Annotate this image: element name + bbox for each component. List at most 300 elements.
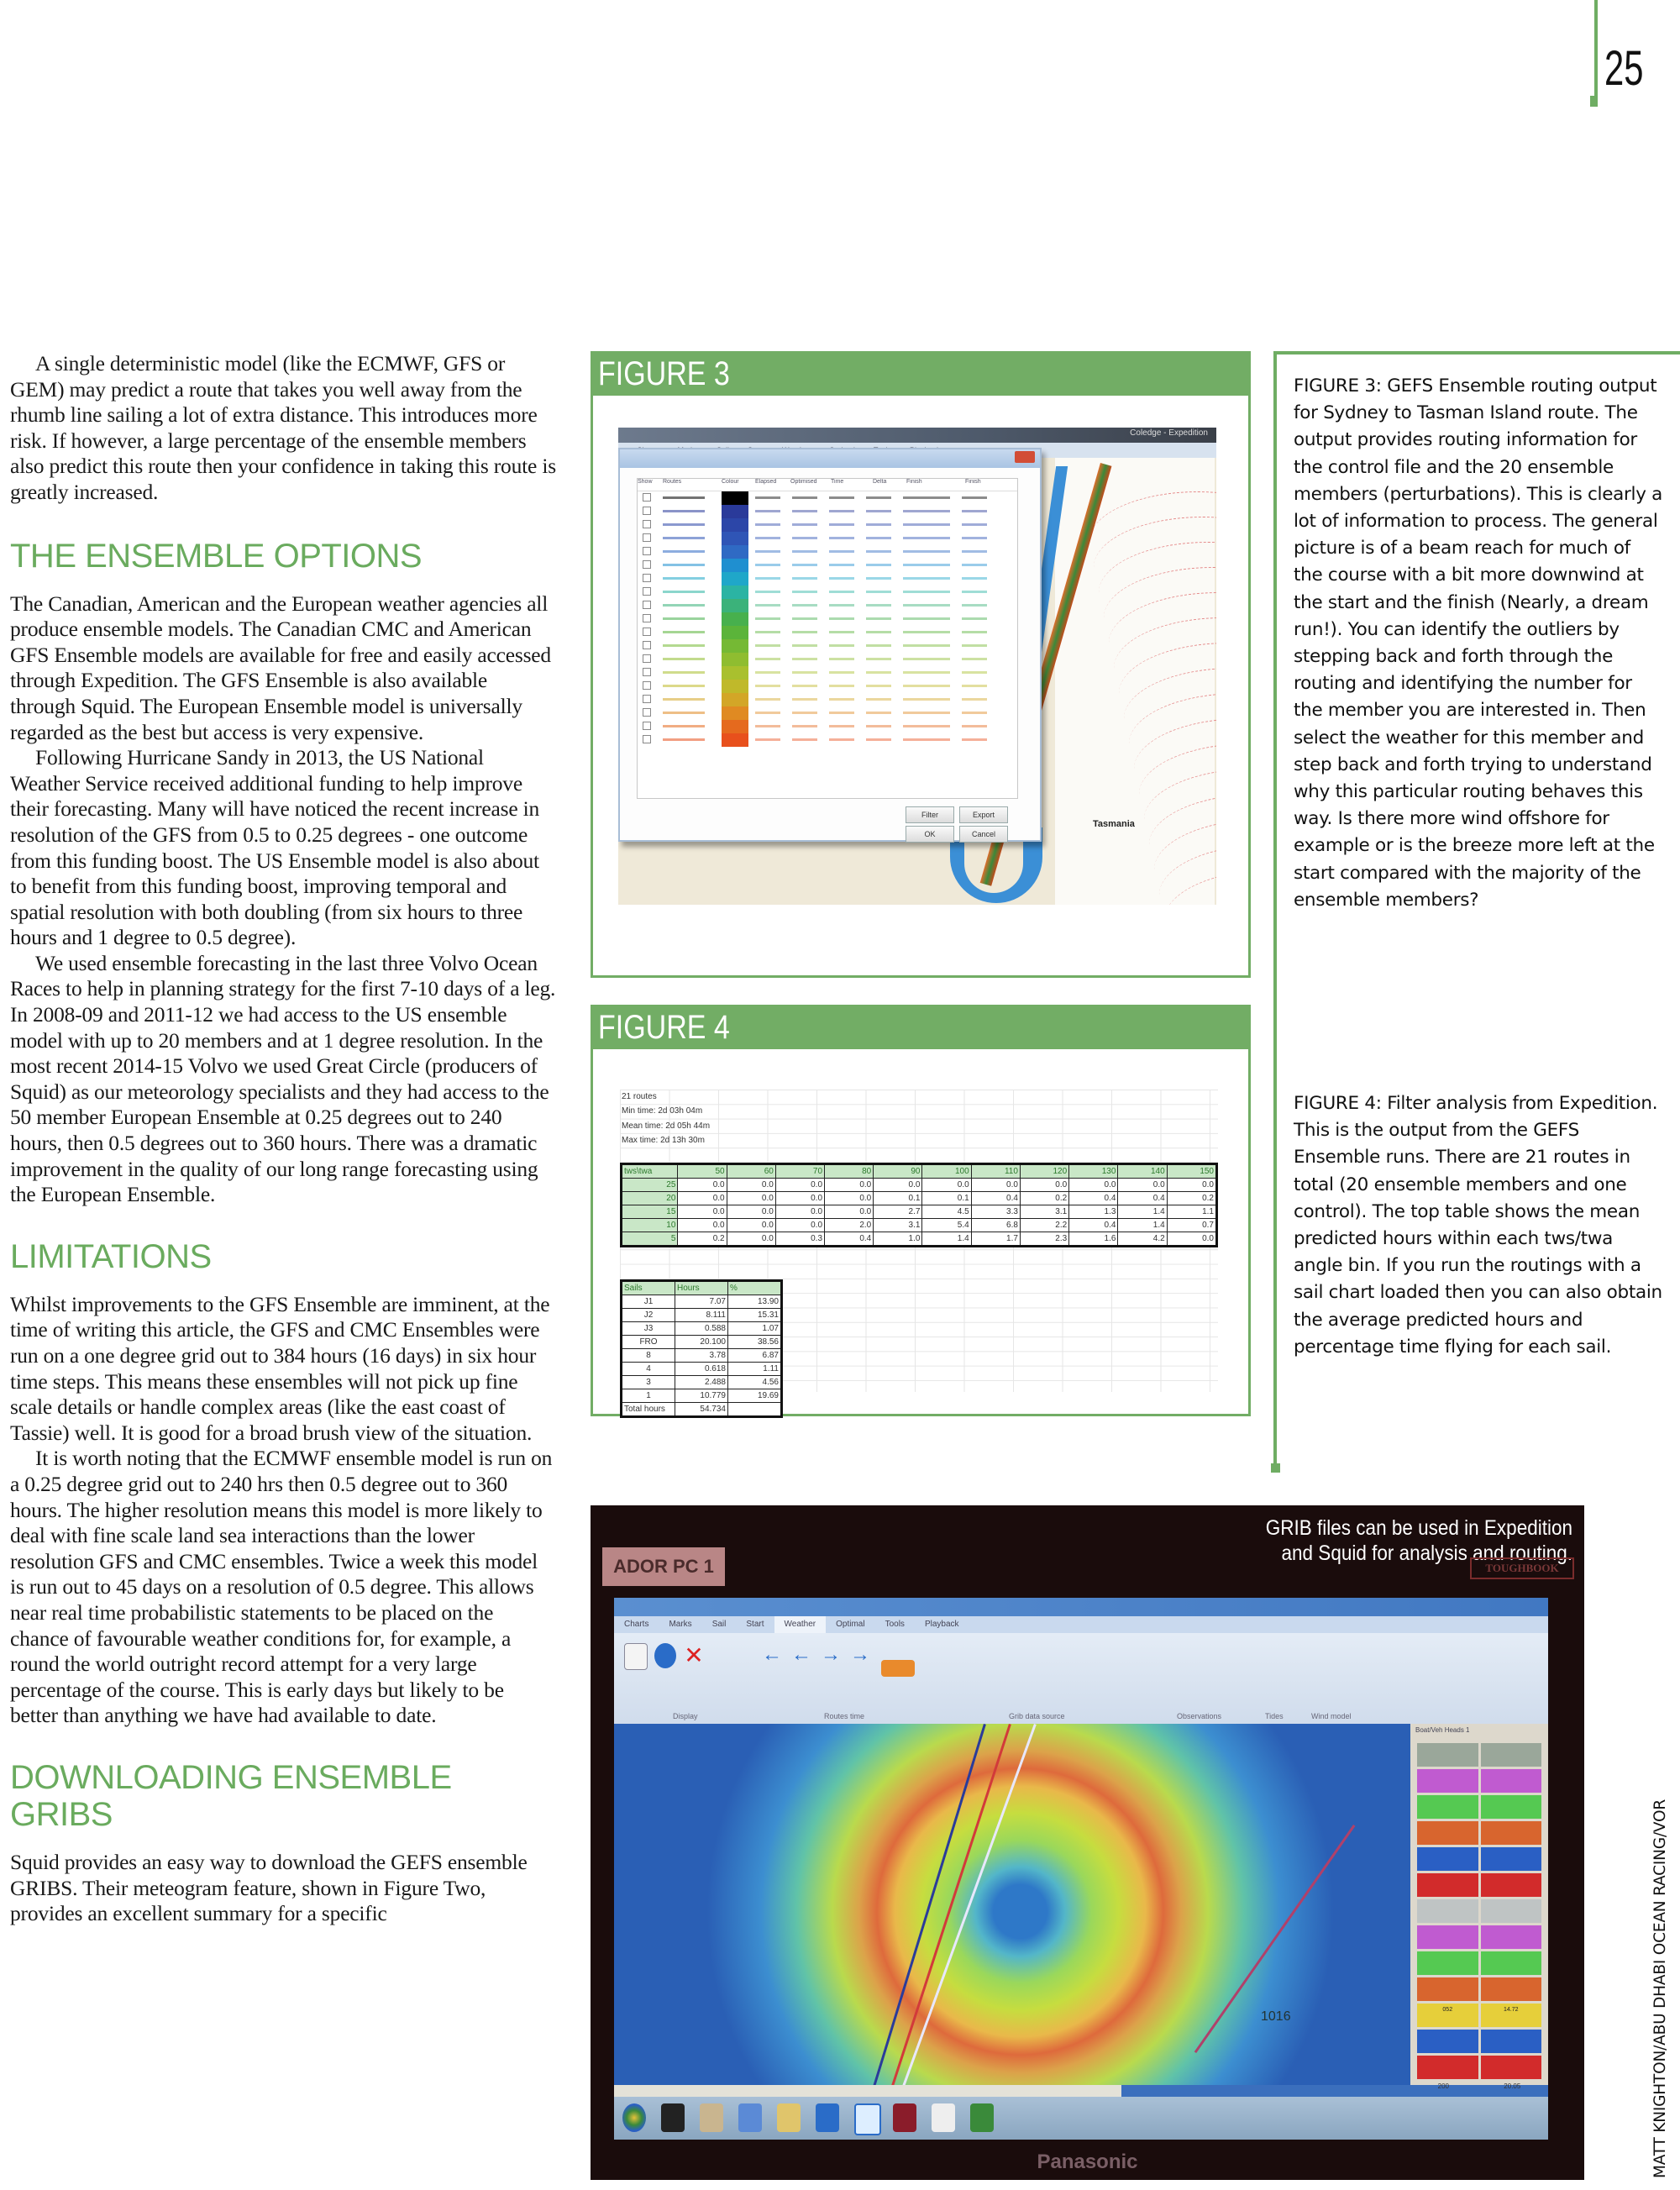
summary-line: Min time: 2d 03h 04m [622, 1106, 703, 1116]
table-row [622, 1389, 782, 1403]
table-row [622, 1403, 782, 1417]
route-cell [962, 518, 999, 532]
ribbon-group-label: Grib data source [1009, 1712, 1065, 1720]
summary-line: 21 routes [622, 1092, 657, 1101]
route-color-swatch[interactable] [722, 572, 748, 586]
route-cell [792, 518, 829, 532]
hours-cell: 0.0 [775, 1179, 824, 1192]
hours-cell: 0.2 [1167, 1192, 1216, 1205]
boat-cell [1481, 1951, 1542, 1975]
route-cell [755, 612, 792, 626]
summary-line: Mean time: 2d 05h 44m [622, 1121, 711, 1131]
route-name [663, 626, 722, 639]
hours-cell: 2.2 [1020, 1219, 1068, 1232]
sail-name: J3 [622, 1322, 675, 1336]
export-button[interactable]: Export [959, 806, 1008, 823]
boat-row[interactable] [1417, 1951, 1541, 1975]
show-checkbox[interactable] [638, 666, 663, 680]
boat-row[interactable] [1417, 2004, 1541, 2027]
route-color-swatch[interactable] [722, 599, 748, 612]
hours-cell: 0.4 [1069, 1219, 1118, 1232]
route-color-swatch[interactable] [722, 612, 748, 626]
route-row[interactable] [638, 666, 1017, 680]
ribbon-tab[interactable]: Charts [624, 1620, 649, 1629]
route-cell [755, 666, 792, 680]
route-cell [962, 545, 999, 559]
summary-line: Max time: 2d 13h 30m [622, 1135, 705, 1145]
route-row[interactable] [638, 505, 1017, 518]
route-line [885, 1724, 1011, 2108]
boat-cell [1481, 1925, 1542, 1949]
route-color-swatch[interactable] [722, 680, 748, 693]
hours-cell: 5.4 [922, 1219, 971, 1232]
taskbar-app-icon[interactable] [932, 2103, 955, 2132]
column-header[interactable]: Show [638, 479, 653, 485]
route-cell [866, 518, 903, 532]
taskbar-app-icon[interactable] [738, 2103, 762, 2132]
route-row[interactable] [638, 680, 1017, 693]
route-cell [962, 706, 999, 720]
hours-cell: 0.0 [874, 1179, 922, 1192]
column-header[interactable]: Elapsed [755, 479, 777, 485]
sail-hours-table [620, 1279, 783, 1418]
now-button[interactable] [881, 1660, 915, 1677]
boat-row[interactable] [1417, 1743, 1541, 1767]
route-cell [829, 545, 866, 559]
route-cell [866, 639, 903, 653]
route-color-swatch[interactable] [722, 720, 748, 733]
hours-cell: 1.4 [922, 1232, 971, 1247]
ribbon-group-label: Tides [1265, 1712, 1284, 1720]
boat-cell [1417, 1821, 1478, 1845]
column-header[interactable]: Delta [873, 479, 887, 485]
hours-cell: 2.7 [874, 1205, 922, 1219]
route-cell [792, 505, 829, 518]
hours-cell: 0.3 [775, 1232, 824, 1247]
show-checkbox[interactable] [638, 680, 663, 693]
route-cell [866, 653, 903, 666]
sail-hours: 20.100 [675, 1336, 728, 1349]
route-cell [829, 626, 866, 639]
hours-cell: 0.0 [825, 1192, 874, 1205]
route-cell [962, 491, 999, 505]
route-row[interactable] [638, 559, 1017, 572]
hours-cell: 0.0 [1020, 1179, 1068, 1192]
figure-4-caption: FIGURE 4: Filter analysis from Expedition. This is the output from the GEFS Ensemble runs. There are 21 routes in total (20 ensemble members and one control). The top table shows the mean predicted hours within each tws/twa angle bin. If you run the routings with a sail chart loaded then you can also obtain the average predicted hours and percentage time flying for each sail. [1294, 1093, 1662, 1358]
sail-name: FRO [622, 1336, 675, 1349]
show-checkbox[interactable] [638, 586, 663, 599]
route-row[interactable] [638, 518, 1017, 532]
route-cell [755, 518, 792, 532]
route-cell [962, 532, 999, 545]
sail-percent: 1.11 [728, 1363, 782, 1376]
photo-credit: MATT KNIGHTON/ABU DHABI OCEAN RACING/VOR [1651, 1799, 1669, 2178]
boat-cell [1417, 1873, 1478, 1897]
route-cell [829, 639, 866, 653]
route-row[interactable] [638, 586, 1017, 599]
arrow-left-icon[interactable]: ← [762, 1643, 782, 1666]
page-number-rule [1594, 0, 1598, 101]
show-checkbox[interactable] [638, 612, 663, 626]
route-cell [903, 599, 962, 612]
route-color-swatch[interactable] [722, 559, 748, 572]
route-cell [866, 491, 903, 505]
column-header[interactable]: Finish [965, 479, 981, 485]
sail-percent: 1.07 [728, 1322, 782, 1336]
boat-row[interactable] [1417, 1977, 1541, 2001]
taskbar-app-icon[interactable] [854, 2103, 881, 2135]
route-cell [755, 653, 792, 666]
show-checkbox[interactable] [638, 733, 663, 747]
twa-header: 130 [1069, 1164, 1118, 1179]
boat-cell [1417, 1769, 1478, 1793]
photo-caption: GRIB files can be used in Expedition and Squid for analysis and routing. [1265, 1516, 1572, 1565]
figure-3-screenshot [618, 428, 1216, 905]
arrow-right-icon[interactable]: → [821, 1643, 841, 1666]
sail-name: 1 [622, 1389, 675, 1403]
sail-hours: 54.734 [675, 1403, 728, 1417]
route-cell [829, 532, 866, 545]
route-cell [792, 733, 829, 747]
taskbar-app-icon[interactable] [777, 2103, 801, 2132]
table-row [622, 1349, 782, 1363]
column-header[interactable]: Routes [663, 479, 682, 485]
sail-name: Total hours [622, 1403, 675, 1417]
taskbar-app-icon[interactable] [970, 2103, 994, 2132]
boat-cell [1481, 1899, 1542, 1923]
route-cell [866, 626, 903, 639]
info-icon[interactable] [654, 1643, 676, 1668]
route-cell [755, 545, 792, 559]
hours-cell: 3.1 [874, 1219, 922, 1232]
arrow-right-icon[interactable]: → [850, 1643, 870, 1666]
show-checkbox[interactable] [638, 545, 663, 559]
corner-cell: tws\twa [622, 1164, 678, 1179]
ribbon-group-label: Routes time [824, 1712, 865, 1720]
ribbon-tab[interactable]: Optimal [836, 1620, 865, 1629]
hours-cell: 0.0 [678, 1219, 727, 1232]
arrow-left-icon[interactable]: ← [791, 1643, 811, 1666]
hours-cell: 0.0 [971, 1179, 1020, 1192]
tws-twa-hours-table [620, 1163, 1218, 1247]
caption-rule-top [1273, 351, 1680, 354]
route-cell [962, 720, 999, 733]
route-row[interactable] [638, 693, 1017, 706]
route-row[interactable] [638, 612, 1017, 626]
taskbar-app-icon[interactable] [661, 2103, 685, 2132]
route-cell [829, 666, 866, 680]
column-header[interactable]: Finish [906, 479, 922, 485]
route-cell [755, 639, 792, 653]
route-row[interactable] [638, 639, 1017, 653]
route-name [663, 653, 722, 666]
route-cell [962, 599, 999, 612]
route-cell [829, 680, 866, 693]
show-checkbox[interactable] [638, 491, 663, 505]
hours-cell: 1.4 [1118, 1205, 1167, 1219]
route-cell [829, 572, 866, 586]
panel-footer: 200 20.05 [1437, 2082, 1521, 2090]
filter-button[interactable]: Filter [906, 806, 954, 823]
route-cell [962, 586, 999, 599]
hours-cell: 0.0 [678, 1179, 727, 1192]
route-cell [903, 720, 962, 733]
ribbon-group-label: Wind model [1311, 1712, 1352, 1720]
route-cell [962, 680, 999, 693]
boat-row[interactable] [1417, 1769, 1541, 1793]
figure-4-header: FIGURE 4 [593, 1007, 1248, 1049]
hours-cell: 0.0 [727, 1219, 775, 1232]
route-cell [962, 666, 999, 680]
hours-cell: 0.2 [678, 1232, 727, 1247]
hours-cell: 0.0 [922, 1179, 971, 1192]
column-header: Sails [622, 1281, 675, 1295]
show-checkbox[interactable] [638, 518, 663, 532]
route-cell [903, 706, 962, 720]
ribbon-tabs [614, 1616, 1548, 1633]
route-cell [755, 693, 792, 706]
ok-button[interactable]: OK [906, 826, 954, 843]
route-cell [866, 599, 903, 612]
article-column [10, 351, 556, 1927]
twa-header: 110 [971, 1164, 1020, 1179]
route-cell [829, 693, 866, 706]
hours-cell: 0.0 [775, 1219, 824, 1232]
route-cell [792, 491, 829, 505]
paragraph: Following Hurricane Sandy in 2013, the US National Weather Service received additional funding to help improve their forecasting. Many will have noticed the recent increase in resolution of the GFS from 0.5 to 0.25 degrees - one outcome from this funding boost. The US Ensemble model is also about to benefit from this funding boost, improving temporal and spatial resolution with both doubling (from six hours to three hours and 1 degree to 0.5 degree). [10, 745, 540, 950]
route-cell [866, 733, 903, 747]
routes-table [637, 478, 1018, 799]
show-checkbox[interactable] [638, 626, 663, 639]
route-cell [866, 666, 903, 680]
show-checkbox[interactable] [638, 505, 663, 518]
ribbon-group-label: Display [673, 1712, 698, 1720]
route-cell [903, 612, 962, 626]
column-header[interactable]: Colour [722, 479, 739, 485]
route-name [663, 680, 722, 693]
column-header[interactable]: Optimised [790, 479, 817, 485]
taskbar-app-icon[interactable] [700, 2103, 723, 2132]
route-cell [829, 720, 866, 733]
route-cell [755, 532, 792, 545]
route-cell [903, 491, 962, 505]
toughbook-logo: TOUGHBOOK [1470, 1557, 1574, 1579]
route-color-swatch[interactable] [722, 626, 748, 639]
boat-row[interactable] [1417, 1795, 1541, 1819]
boat-cell [1417, 2056, 1478, 2079]
ribbon-tab[interactable]: Playback [924, 1620, 959, 1629]
route-row[interactable] [638, 545, 1017, 559]
show-checkbox[interactable] [638, 599, 663, 612]
show-checkbox[interactable] [638, 693, 663, 706]
show-checkbox[interactable] [638, 639, 663, 653]
hours-cell: 1.4 [1118, 1219, 1167, 1232]
sail-name: J2 [622, 1309, 675, 1322]
boat-cell [1417, 1951, 1478, 1975]
route-cell [755, 505, 792, 518]
hours-cell: 1.0 [874, 1232, 922, 1247]
route-color-swatch[interactable] [722, 491, 748, 505]
route-cell [755, 720, 792, 733]
show-checkbox[interactable] [638, 559, 663, 572]
show-checkbox[interactable] [638, 532, 663, 545]
route-row[interactable] [638, 491, 1017, 505]
hours-cell: 0.1 [922, 1192, 971, 1205]
route-color-swatch[interactable] [722, 706, 748, 720]
boat-row[interactable] [1417, 1899, 1541, 1923]
hours-cell: 0.0 [678, 1192, 727, 1205]
hours-cell: 1.6 [1069, 1232, 1118, 1247]
isobar-label: 1016 [1261, 2009, 1291, 2024]
show-checkbox[interactable] [638, 572, 663, 586]
route-cell [962, 559, 999, 572]
route-name [663, 666, 722, 680]
route-color-swatch[interactable] [722, 653, 748, 666]
route-cell [792, 586, 829, 599]
route-cell [755, 626, 792, 639]
taskbar-app-icon[interactable] [893, 2103, 916, 2132]
ribbon-group-label: Observations [1177, 1712, 1222, 1720]
route-cell [903, 586, 962, 599]
boat-row[interactable] [1417, 1873, 1541, 1897]
hours-cell: 0.0 [727, 1179, 775, 1192]
route-cell [755, 599, 792, 612]
route-color-swatch[interactable] [722, 518, 748, 532]
route-color-swatch[interactable] [722, 532, 748, 545]
route-row[interactable] [638, 599, 1017, 612]
route-name [663, 532, 722, 545]
tws-header: 25 [622, 1179, 678, 1192]
route-row[interactable] [638, 532, 1017, 545]
ribbon-tab[interactable]: Tools [885, 1620, 905, 1629]
caption-column [1273, 351, 1680, 1468]
station-label: ADOR PC 1 [602, 1547, 725, 1586]
caption-rule-cap [1271, 1463, 1280, 1473]
route-row[interactable] [638, 733, 1017, 747]
route-cell [792, 545, 829, 559]
table-row [622, 1232, 1217, 1247]
route-cell [866, 720, 903, 733]
twa-header: 50 [678, 1164, 727, 1179]
route-color-swatch[interactable] [722, 639, 748, 653]
boat-row[interactable] [1417, 1847, 1541, 1871]
tws-header: 15 [622, 1205, 678, 1219]
ribbon-tab[interactable]: Start [746, 1620, 764, 1629]
route-cell [962, 693, 999, 706]
route-cell [792, 639, 829, 653]
hours-cell: 2.3 [1020, 1232, 1068, 1247]
route-row[interactable] [638, 626, 1017, 639]
sail-hours: 10.779 [675, 1389, 728, 1403]
column-header[interactable]: Time [831, 479, 844, 485]
route-cell [792, 572, 829, 586]
twa-header: 100 [922, 1164, 971, 1179]
route-cell [866, 545, 903, 559]
boat-row[interactable] [1417, 2030, 1541, 2053]
section-heading-ensemble-options: THE ENSEMBLE OPTIONS [10, 537, 423, 575]
route-color-swatch[interactable] [722, 545, 748, 559]
table-row [622, 1219, 1217, 1232]
route-color-swatch[interactable] [722, 586, 748, 599]
grib-wind-map[interactable] [614, 1724, 1410, 2085]
hours-cell: 0.0 [727, 1192, 775, 1205]
route-row[interactable] [638, 653, 1017, 666]
route-name [663, 599, 722, 612]
sail-percent: 38.56 [728, 1336, 782, 1349]
route-cell [829, 706, 866, 720]
show-checkbox[interactable] [638, 720, 663, 733]
route-cell [866, 532, 903, 545]
route-row[interactable] [638, 706, 1017, 720]
route-cell [962, 733, 999, 747]
figure-4 [591, 1005, 1251, 1416]
boat-cell [1481, 2056, 1542, 2079]
route-row[interactable] [638, 572, 1017, 586]
route-cell [962, 653, 999, 666]
route-cell [903, 639, 962, 653]
route-name [663, 518, 722, 532]
route-name [663, 491, 722, 505]
close-icon[interactable] [1015, 451, 1035, 463]
boat-row[interactable] [1417, 1925, 1541, 1949]
hours-cell: 0.0 [1167, 1232, 1216, 1247]
hours-cell: 1.3 [1069, 1205, 1118, 1219]
boat-cell [1417, 1795, 1478, 1819]
start-button-icon[interactable] [622, 2103, 646, 2132]
sail-name: 4 [622, 1363, 675, 1376]
route-cell [755, 706, 792, 720]
show-checkbox[interactable] [638, 653, 663, 666]
hours-cell: 0.0 [727, 1205, 775, 1219]
taskbar-app-icon[interactable] [816, 2103, 839, 2132]
cancel-button[interactable]: Cancel [959, 826, 1008, 843]
table-row [622, 1376, 782, 1389]
route-color-swatch[interactable] [722, 505, 748, 518]
route-cell [903, 532, 962, 545]
route-color-swatch[interactable] [722, 666, 748, 680]
route-cell [755, 733, 792, 747]
route-name [663, 720, 722, 733]
close-icon[interactable]: ✕ [684, 1642, 704, 1668]
route-cell [755, 559, 792, 572]
hours-cell: 0.0 [825, 1205, 874, 1219]
route-cell [903, 693, 962, 706]
hours-cell: 0.0 [1167, 1179, 1216, 1192]
route-cell [829, 586, 866, 599]
ribbon-tab[interactable]: Sail [711, 1620, 727, 1629]
ribbon-tab[interactable]: Weather [774, 1616, 827, 1633]
route-cell [962, 572, 999, 586]
ribbon-tab[interactable]: Marks [669, 1620, 692, 1629]
route-cell [755, 491, 792, 505]
hours-cell: 0.0 [1118, 1179, 1167, 1192]
route-cell [962, 639, 999, 653]
route-color-swatch[interactable] [722, 733, 748, 747]
route-row[interactable] [638, 720, 1017, 733]
settings-icon[interactable] [624, 1643, 648, 1670]
hours-cell: 4.5 [922, 1205, 971, 1219]
hours-cell: 6.8 [971, 1219, 1020, 1232]
paragraph: Whilst improvements to the GFS Ensemble are imminent, at the time of writing this article, the GFS and CMC Ensembles were run on a one degree grid out to 384 hours (16 days) in six hour time steps. This means these ensembles will not pick up fine scale details or handle complex areas (like the east coast of Tassie) well. It is good for a broad brush view of the situation. [10, 1291, 550, 1445]
route-cell [962, 626, 999, 639]
boat-row[interactable] [1417, 1821, 1541, 1845]
hours-cell: 3.1 [1020, 1205, 1068, 1219]
boat-row[interactable] [1417, 2056, 1541, 2079]
map-label-tasmania: Tasmania [1093, 819, 1135, 829]
dialog-titlebar [620, 449, 1040, 468]
show-checkbox[interactable] [638, 706, 663, 720]
route-color-swatch[interactable] [722, 693, 748, 706]
